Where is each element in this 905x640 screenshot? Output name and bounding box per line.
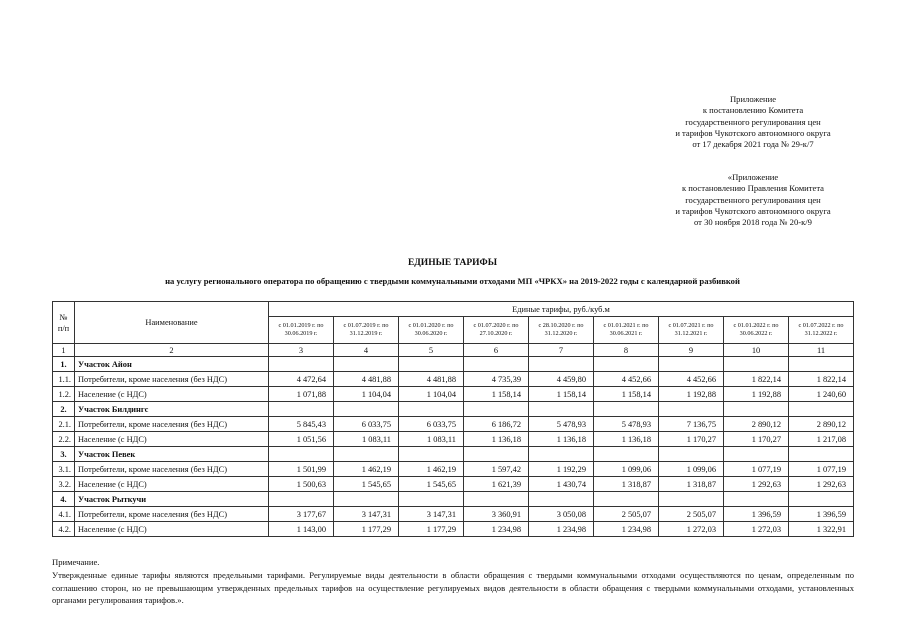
tariff-value: 3 360,91 [464,507,529,522]
empty-cell [724,357,789,372]
tariff-value: 5 478,93 [594,417,659,432]
note-title: Примечание. [52,557,100,567]
appendix-block-current [653,94,853,150]
tariff-value: 5 845,43 [269,417,334,432]
tariff-value: 4 459,80 [529,372,594,387]
tariff-value: 1 177,29 [334,522,399,537]
column-number: 2 [75,344,269,357]
section-name: Участок Рыткучи [75,492,269,507]
empty-cell [269,492,334,507]
row-number: 3.2. [53,477,75,492]
tariff-value: 1 234,98 [594,522,659,537]
col-header-tariffs: Единые тарифы, руб./куб.м [269,302,854,317]
tariff-value: 1 396,59 [724,507,789,522]
empty-cell [724,447,789,462]
appendix-block-original [653,172,853,228]
tariff-value: 1 158,14 [464,387,529,402]
column-number: 11 [789,344,854,357]
tariff-value: 4 452,66 [594,372,659,387]
empty-cell [594,402,659,417]
empty-cell [334,492,399,507]
tariff-value: 1 192,29 [529,462,594,477]
empty-cell [269,402,334,417]
tariff-value: 1 143,00 [269,522,334,537]
document-title: ЕДИНЫЕ ТАРИФЫ [407,258,498,268]
row-number: 2.2. [53,432,75,447]
column-number: 3 [269,344,334,357]
section-name: Участок Певек [75,447,269,462]
period-header: с 01.01.2019 г. по 30.06.2019 г. [269,317,334,344]
tariff-value: 4 481,88 [334,372,399,387]
tariff-value: 1 462,19 [334,462,399,477]
row-name: Население (с НДС) [75,477,269,492]
tariff-value: 5 478,93 [529,417,594,432]
row-name: Потребители, кроме населения (без НДС) [75,372,269,387]
tariff-value: 1 501,99 [269,462,334,477]
tariff-value: 2 890,12 [724,417,789,432]
row-number: 4.2. [53,522,75,537]
row-name: Население (с НДС) [75,522,269,537]
row-name: Население (с НДС) [75,432,269,447]
tariff-value: 1 077,19 [724,462,789,477]
tariff-value: 1 083,11 [399,432,464,447]
tariff-value: 1 077,19 [789,462,854,477]
empty-cell [724,492,789,507]
tariff-value: 4 452,66 [659,372,724,387]
appendix-line: государственного регулирования цен [685,194,821,205]
tariff-value: 1 621,39 [464,477,529,492]
appendix-line: и тарифов Чукотского автономного округа [675,205,831,216]
tariff-value: 3 147,31 [399,507,464,522]
empty-cell [334,447,399,462]
col-header-no: № п/п [53,302,75,344]
empty-cell [659,357,724,372]
tariff-value: 1 136,18 [594,432,659,447]
tariff-value: 1 318,87 [594,477,659,492]
empty-cell [789,357,854,372]
tariff-value: 6 033,75 [399,417,464,432]
tariff-value: 4 735,39 [464,372,529,387]
section-number: 4. [53,492,75,507]
tariff-value: 1 192,88 [659,387,724,402]
section-row [53,492,854,507]
tariff-value: 3 050,08 [529,507,594,522]
table-row [53,477,854,492]
tariff-value: 1 500,63 [269,477,334,492]
row-number: 2.1. [53,417,75,432]
col-header-name: Наименование [75,302,269,344]
period-header: с 01.07.2019 г. по 31.12.2019 г. [334,317,399,344]
row-number: 1.1. [53,372,75,387]
tariff-value: 1 158,14 [594,387,659,402]
empty-cell [399,492,464,507]
row-name: Потребители, кроме населения (без НДС) [75,507,269,522]
empty-cell [269,447,334,462]
tariff-value: 1 462,19 [399,462,464,477]
empty-cell [399,357,464,372]
tariff-value: 1 170,27 [659,432,724,447]
period-header: с 01.07.2020 г. по 27.10.2020 г. [464,317,529,344]
row-name: Потребители, кроме населения (без НДС) [75,417,269,432]
tariff-value: 1 597,42 [464,462,529,477]
tariff-value: 1 099,06 [659,462,724,477]
tariff-value: 1 192,88 [724,387,789,402]
period-header: с 01.07.2021 г. по 31.12.2021 г. [659,317,724,344]
tariff-value: 2 890,12 [789,417,854,432]
tariffs-table [52,301,854,537]
tariff-value: 1 272,03 [659,522,724,537]
section-name: Участок Билдингс [75,402,269,417]
tariff-value: 1 217,08 [789,432,854,447]
tariff-value: 4 472,64 [269,372,334,387]
tariff-value: 1 158,14 [529,387,594,402]
tariff-value: 1 136,18 [529,432,594,447]
empty-cell [724,402,789,417]
row-name: Потребители, кроме населения (без НДС) [75,462,269,477]
appendix-line: «Приложение [727,172,779,182]
column-number: 10 [724,344,789,357]
empty-cell [399,447,464,462]
period-header: с 01.07.2022 г. по 31.12.2022 г. [789,317,854,344]
tariff-value: 1 396,59 [789,507,854,522]
tariff-value: 2 505,07 [594,507,659,522]
tariff-value: 1 099,06 [594,462,659,477]
appendix-line: Приложение [729,94,777,104]
tariff-value: 6 186,72 [464,417,529,432]
tariff-value: 1 071,88 [269,387,334,402]
tariff-value: 3 177,67 [269,507,334,522]
empty-cell [334,357,399,372]
empty-cell [464,402,529,417]
table-row [53,507,854,522]
tariff-value: 1 136,18 [464,432,529,447]
empty-cell [659,402,724,417]
tariff-value: 1 104,04 [334,387,399,402]
appendix-line: государственного регулирования цен [685,116,821,127]
empty-cell [269,357,334,372]
empty-cell [789,492,854,507]
tariff-value: 3 147,31 [334,507,399,522]
note-text: Утвержденные единые тарифы являются предельными тарифами. Регулируемые виды деятельности в области обращения с твердыми коммунальными отходами осуществляются по ценам, определенным по соглашению сторон, но не превышающим утвержденных предельных тарифов на осуществление регулируемых видов деятельности в области обращения с твердыми коммунальными отходами, установленных органами регулирования тарифов.». [52,570,854,606]
tariff-value: 1 322,91 [789,522,854,537]
tariff-value: 2 505,07 [659,507,724,522]
empty-cell [594,492,659,507]
section-number: 2. [53,402,75,417]
empty-cell [529,357,594,372]
tariff-value: 1 170,27 [724,432,789,447]
section-row [53,447,854,462]
column-number: 4 [334,344,399,357]
appendix-line: к постановлению Комитета [702,105,804,116]
table-row [53,432,854,447]
table-row [53,387,854,402]
table-row [53,462,854,477]
section-row [53,357,854,372]
empty-cell [594,357,659,372]
appendix-line: от 30 ноября 2018 года № 20-к/9 [694,217,812,228]
row-number: 4.1. [53,507,75,522]
section-number: 1. [53,357,75,372]
section-row [53,402,854,417]
column-numbers-row [53,344,854,357]
tariff-value: 1 104,04 [399,387,464,402]
appendix-line: к постановлению Правления Комитета [681,183,824,194]
tariff-value: 1 292,63 [789,477,854,492]
tariff-value: 1 318,87 [659,477,724,492]
empty-cell [334,402,399,417]
tariff-value: 4 481,88 [399,372,464,387]
empty-cell [529,492,594,507]
empty-cell [464,447,529,462]
section-name: Участок Айон [75,357,269,372]
tariff-value: 1 177,29 [399,522,464,537]
tariff-value: 1 292,63 [724,477,789,492]
tariff-value: 1 051,56 [269,432,334,447]
empty-cell [659,492,724,507]
empty-cell [399,402,464,417]
empty-cell [464,492,529,507]
appendix-line: и тарифов Чукотского автономного округа [675,127,831,138]
empty-cell [529,447,594,462]
column-number: 9 [659,344,724,357]
column-number: 7 [529,344,594,357]
tariff-value: 1 240,60 [789,387,854,402]
empty-cell [659,447,724,462]
column-number: 1 [53,344,75,357]
tariff-value: 1 822,14 [724,372,789,387]
period-header: с 01.01.2021 г. по 30.06.2021 г. [594,317,659,344]
column-number: 5 [399,344,464,357]
row-name: Население (с НДС) [75,387,269,402]
period-header: с 28.10.2020 г. по 31.12.2020 г. [529,317,594,344]
table-row [53,417,854,432]
tariff-value: 1 083,11 [334,432,399,447]
tariff-value: 6 033,75 [334,417,399,432]
empty-cell [594,447,659,462]
empty-cell [789,402,854,417]
period-header: с 01.01.2020 г. по 30.06.2020 г. [399,317,464,344]
table-row [53,372,854,387]
tariff-value: 1 822,14 [789,372,854,387]
section-number: 3. [53,447,75,462]
table-row [53,522,854,537]
row-number: 1.2. [53,387,75,402]
tariff-value: 7 136,75 [659,417,724,432]
tariff-value: 1 545,65 [399,477,464,492]
tariff-value: 1 545,65 [334,477,399,492]
period-header: с 01.01.2022 г. по 30.06.2022 г. [724,317,789,344]
empty-cell [464,357,529,372]
row-number: 3.1. [53,462,75,477]
column-number: 6 [464,344,529,357]
column-number: 8 [594,344,659,357]
tariff-value: 1 234,98 [464,522,529,537]
empty-cell [529,402,594,417]
tariff-value: 1 430,74 [529,477,594,492]
tariff-value: 1 272,03 [724,522,789,537]
appendix-line: от 17 декабря 2021 года № 29-к/7 [692,139,814,150]
tariff-value: 1 234,98 [529,522,594,537]
empty-cell [789,447,854,462]
document-subtitle: на услугу регионального оператора по обращению с твердыми коммунальными отходами МП «ЧРКХ» на 2019-2022 годы с календарной разбивкой [165,276,740,286]
